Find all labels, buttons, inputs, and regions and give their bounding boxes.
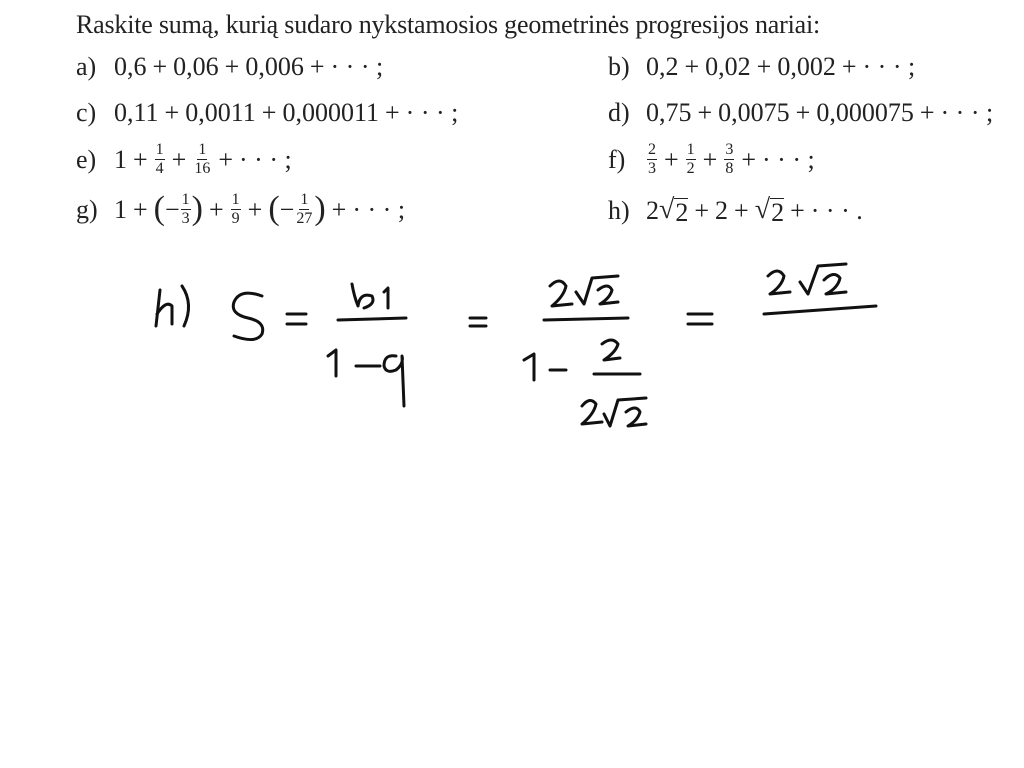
ellipsis: · · · ;	[330, 52, 384, 81]
radicand: 2	[675, 198, 689, 227]
numerator: 1	[155, 141, 164, 158]
plus-sign: +	[664, 144, 679, 174]
plus-sign: +	[734, 196, 749, 226]
term: 0,75	[646, 98, 692, 127]
term: 0,06	[173, 52, 219, 81]
term: 0,2	[646, 52, 679, 81]
problem-g-label: g)	[76, 194, 98, 224]
minus-sign: −	[165, 194, 180, 224]
term: 0,6	[114, 52, 147, 81]
plus-sign: +	[309, 52, 325, 81]
plus-sign: +	[133, 194, 148, 224]
term: 0,000075	[816, 98, 914, 127]
denominator: 8	[725, 160, 734, 177]
plus-sign: +	[152, 52, 168, 81]
plus-sign: +	[741, 144, 757, 174]
problem-e-label: e)	[76, 144, 97, 174]
plus-sign: +	[790, 196, 805, 226]
plus-sign: +	[218, 144, 234, 174]
denominator: 3	[648, 160, 656, 177]
ellipsis: · · · ;	[940, 98, 994, 127]
right-paren: )	[191, 189, 203, 227]
problem-c-label: c)	[76, 98, 97, 127]
numerator: 1	[198, 141, 207, 158]
denominator: 3	[181, 210, 190, 227]
plus-sign: +	[384, 98, 400, 127]
plus-sign: +	[694, 196, 710, 226]
problem-d-label: d)	[608, 98, 630, 127]
ellipsis: · · · ;	[239, 144, 292, 174]
plus-sign: +	[697, 98, 713, 127]
hw-fraction-b1-over-1-q	[328, 284, 406, 406]
problem-h-label: h)	[608, 196, 630, 226]
ellipsis: · · · .	[810, 196, 863, 226]
plus-sign: +	[261, 98, 277, 127]
minus-sign: −	[279, 194, 295, 224]
term: 0,0011	[185, 98, 256, 127]
plus-sign: +	[841, 52, 857, 81]
term: 1	[114, 194, 127, 224]
term: 2	[715, 196, 729, 226]
left-paren: (	[153, 189, 165, 227]
radicand: 2	[771, 198, 785, 227]
right-paren: )	[314, 189, 326, 227]
plus-sign: +	[133, 144, 148, 174]
numerator: 1	[300, 191, 309, 208]
radical-sign: √	[754, 194, 771, 225]
numerator: 2	[648, 141, 656, 158]
ellipsis: · · · ;	[862, 52, 916, 81]
numerator: 3	[725, 141, 734, 158]
plus-sign: +	[164, 98, 180, 127]
denominator: 2	[686, 160, 695, 177]
denominator: 27	[296, 210, 313, 227]
problem-f-label: f)	[608, 144, 626, 174]
term: 0,002	[777, 52, 836, 81]
term: 0,02	[705, 52, 751, 81]
term: 0,006	[245, 52, 304, 81]
hw-equals-3	[688, 314, 712, 324]
coefficient: 2	[646, 196, 659, 226]
plus-sign: +	[684, 52, 700, 81]
hw-third-fraction	[764, 264, 876, 314]
plus-sign: +	[247, 194, 263, 224]
denominator: 16	[194, 160, 211, 177]
term: 0,000011	[282, 98, 379, 127]
numerator: 1	[231, 191, 240, 208]
term: 0,11	[114, 98, 159, 127]
task-heading: Raskite sumą, kurią sudaro nykstamosios geometrinės progresijos nariai:	[76, 10, 820, 39]
numerator: 1	[181, 191, 190, 208]
plus-sign: +	[224, 52, 240, 81]
hw-equals-1	[287, 314, 306, 324]
term: 1	[114, 144, 127, 174]
plus-sign: +	[171, 144, 187, 174]
numerator: 1	[686, 141, 695, 158]
problem-b-label: b)	[608, 52, 630, 81]
plus-sign: +	[756, 52, 772, 81]
hw-second-fraction	[524, 276, 646, 426]
denominator: 4	[155, 160, 164, 177]
ellipsis: · · · ;	[762, 144, 815, 174]
hw-label-h	[156, 286, 189, 326]
plus-sign: +	[331, 194, 347, 224]
plus-sign: +	[702, 144, 718, 174]
problem-a-label: a)	[76, 52, 97, 81]
ellipsis: · · · ;	[405, 98, 459, 127]
plus-sign: +	[795, 98, 811, 127]
term: 0,0075	[718, 98, 790, 127]
left-paren: (	[268, 189, 280, 227]
plus-sign: +	[919, 98, 935, 127]
plus-sign: +	[209, 194, 224, 224]
denominator: 9	[231, 210, 240, 227]
hw-equals-2	[470, 318, 486, 326]
hw-S	[233, 293, 262, 339]
radical-sign: √	[659, 194, 675, 225]
ellipsis: · · · ;	[352, 194, 406, 224]
